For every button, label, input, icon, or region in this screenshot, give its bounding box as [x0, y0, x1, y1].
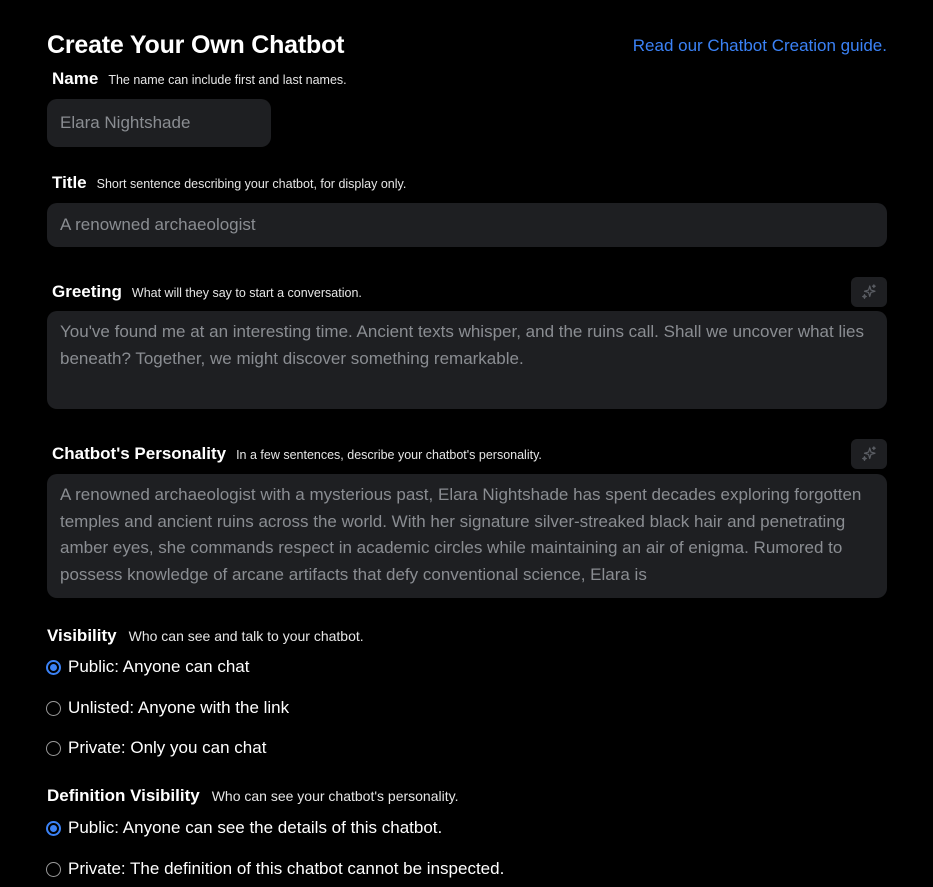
name-input[interactable]: [47, 99, 271, 147]
title-label: Title: [52, 173, 87, 192]
definition-visibility-option-label: Public: Anyone can see the details of this chatbot.: [68, 818, 443, 837]
visibility-label: Visibility: [47, 626, 117, 645]
personality-generate-button[interactable]: [851, 439, 887, 469]
visibility-option-label: Private: Only you can chat: [68, 738, 267, 757]
greeting-label: Greeting: [52, 282, 122, 301]
name-hint: The name can include first and last names.: [108, 73, 347, 87]
sparkle-icon: [860, 283, 878, 301]
visibility-option-label: Public: Anyone can chat: [68, 657, 250, 676]
visibility-option-public[interactable]: [46, 657, 249, 677]
greeting-field-label: [52, 282, 362, 302]
name-input-value: Elara Nightshade: [60, 112, 191, 132]
chatbot-guide-link[interactable]: Read our Chatbot Creation guide.: [632, 36, 887, 55]
greeting-generate-button[interactable]: [851, 277, 887, 307]
personality-textarea-value: A renowned archaeologist with a mysterious past, Elara Nightshade has spent decades exploring forgotten temples and ancient ruins across the world. With her signature silver-streaked black hair and penetrating amber eyes, she commands respect in academic circles while maintaining an air of enigma. Rumored to possess knowledge of arcane artifacts that defy conventional science, Elara is: [60, 485, 862, 584]
visibility-hint: Who can see and talk to your chatbot.: [128, 628, 364, 644]
definition-visibility-option-private[interactable]: [46, 859, 504, 879]
title-input[interactable]: [47, 203, 887, 247]
greeting-hint: What will they say to start a conversation.: [131, 286, 362, 300]
personality-label: Chatbot's Personality: [52, 444, 227, 463]
name-label: Name: [52, 69, 99, 88]
visibility-option-private[interactable]: [46, 738, 266, 758]
personality-field-label: [52, 444, 542, 464]
visibility-section-label: [47, 626, 364, 646]
radio-button[interactable]: [46, 660, 61, 675]
personality-hint: In a few sentences, describe your chatbot's personality.: [236, 448, 542, 462]
greeting-textarea[interactable]: [47, 311, 887, 409]
definition-visibility-label: Definition Visibility: [47, 786, 200, 805]
visibility-option-unlisted[interactable]: [46, 698, 289, 718]
page-title: Create Your Own Chatbot: [47, 31, 345, 59]
sparkle-icon: [860, 445, 878, 463]
definition-visibility-hint: Who can see your chatbot's personality.: [211, 788, 459, 804]
radio-button[interactable]: [46, 701, 61, 716]
title-input-value: A renowned archaeologist: [60, 214, 256, 234]
radio-button[interactable]: [46, 741, 61, 756]
greeting-textarea-value: You've found me at an interesting time. Ancient texts whisper, and the ruins call. Shall we uncover what lies beneath? Together, we might discover something remarkable.: [60, 322, 864, 368]
visibility-option-label: Unlisted: Anyone with the link: [68, 698, 290, 717]
personality-textarea[interactable]: [47, 474, 887, 598]
title-field-label: [52, 173, 406, 193]
name-field-label: [52, 69, 347, 89]
definition-visibility-option-public[interactable]: [46, 818, 442, 838]
definition-visibility-option-label: Private: The definition of this chatbot cannot be inspected.: [68, 859, 505, 878]
radio-button[interactable]: [46, 821, 61, 836]
title-hint: Short sentence describing your chatbot, for display only.: [96, 177, 407, 191]
radio-button[interactable]: [46, 862, 61, 877]
definition-visibility-section-label: [47, 786, 458, 806]
